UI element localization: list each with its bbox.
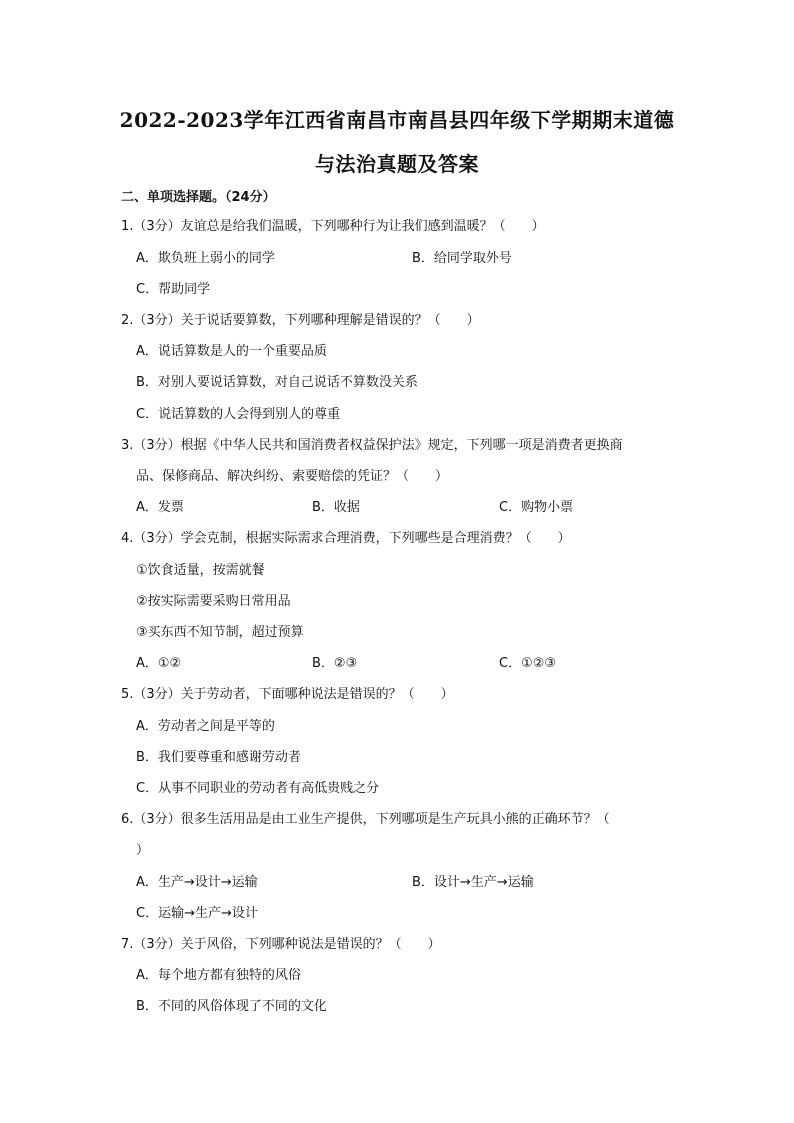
question-4-option-a: A．①② <box>136 656 182 671</box>
question-4-stem: 4.（3分）学会克制，根据实际需求合理消费，下列哪些是合理消费？（ ） <box>121 531 571 546</box>
question-6-stem-line-2: ） <box>136 843 150 858</box>
question-3-option-c: C．购物小票 <box>499 500 574 515</box>
question-4-statement-1: ①饮食适量，按需就餐 <box>136 563 265 578</box>
question-5-stem: 5.（3分）关于劳动者，下面哪种说法是错误的？（ ） <box>121 687 454 702</box>
page-title-line-2: 与法治真题及答案 <box>315 152 479 176</box>
question-3-stem-line-2: 品、保修商品、解决纠纷、索要赔偿的凭证？（ ） <box>136 469 449 484</box>
question-3-option-a: A．发票 <box>136 500 184 515</box>
question-7-stem: 7.（3分）关于风俗，下列哪种说法是错误的？（ ） <box>121 937 441 952</box>
question-1-stem: 1.（3分）友谊总是给我们温暖，下列哪种行为让我们感到温暖？（ ） <box>121 219 545 234</box>
question-1-option-b: B．给同学取外号 <box>412 251 512 266</box>
question-2-option-b: B．对别人要说话算数，对自己说话不算数没关系 <box>136 375 418 390</box>
question-6-option-c: C．运输→生产→设计 <box>136 906 258 921</box>
question-4-statement-2: ②按实际需要采购日常用品 <box>136 594 291 609</box>
question-6-option-a: A．生产→设计→运输 <box>136 875 258 890</box>
question-6-option-b: B．设计→生产→运输 <box>412 875 534 890</box>
question-3-stem-line-1: 3.（3分）根据《中华人民共和国消费者权益保护法》规定，下列哪一项是消费者更换商 <box>121 438 623 453</box>
question-6-stem-line-1: 6.（3分）很多生活用品是由工业生产提供，下列哪项是生产玩具小熊的正确环节？（ <box>121 812 610 827</box>
question-4-option-b: B．②③ <box>312 656 358 671</box>
question-4-statement-3: ③买东西不知节制，超过预算 <box>136 625 304 640</box>
question-5-option-c: C．从事不同职业的劳动者有高低贵贱之分 <box>136 781 380 796</box>
question-1-option-a: A．欺负班上弱小的同学 <box>136 251 275 266</box>
question-4-option-c: C．①②③ <box>499 656 557 671</box>
question-2-stem: 2.（3分）关于说话要算数，下列哪种理解是错误的？（ ） <box>121 313 480 328</box>
question-2-option-a: A．说话算数是人的一个重要品质 <box>136 344 327 359</box>
question-3-option-b: B．收据 <box>312 500 360 515</box>
question-1-option-c: C．帮助同学 <box>136 282 211 297</box>
question-2-option-c: C．说话算数的人会得到别人的尊重 <box>136 407 341 422</box>
page-title-line-1: 2022-2023学年江西省南昌市南昌县四年级下学期期末道德 <box>119 108 675 132</box>
section-heading: 二、单项选择题。（24分） <box>121 190 276 205</box>
question-7-option-a: A．每个地方都有独特的风俗 <box>136 968 301 983</box>
question-5-option-a: A．劳动者之间是平等的 <box>136 719 275 734</box>
question-5-option-b: B．我们要尊重和感谢劳动者 <box>136 750 301 765</box>
question-7-option-b: B．不同的风俗体现了不同的文化 <box>136 999 327 1014</box>
